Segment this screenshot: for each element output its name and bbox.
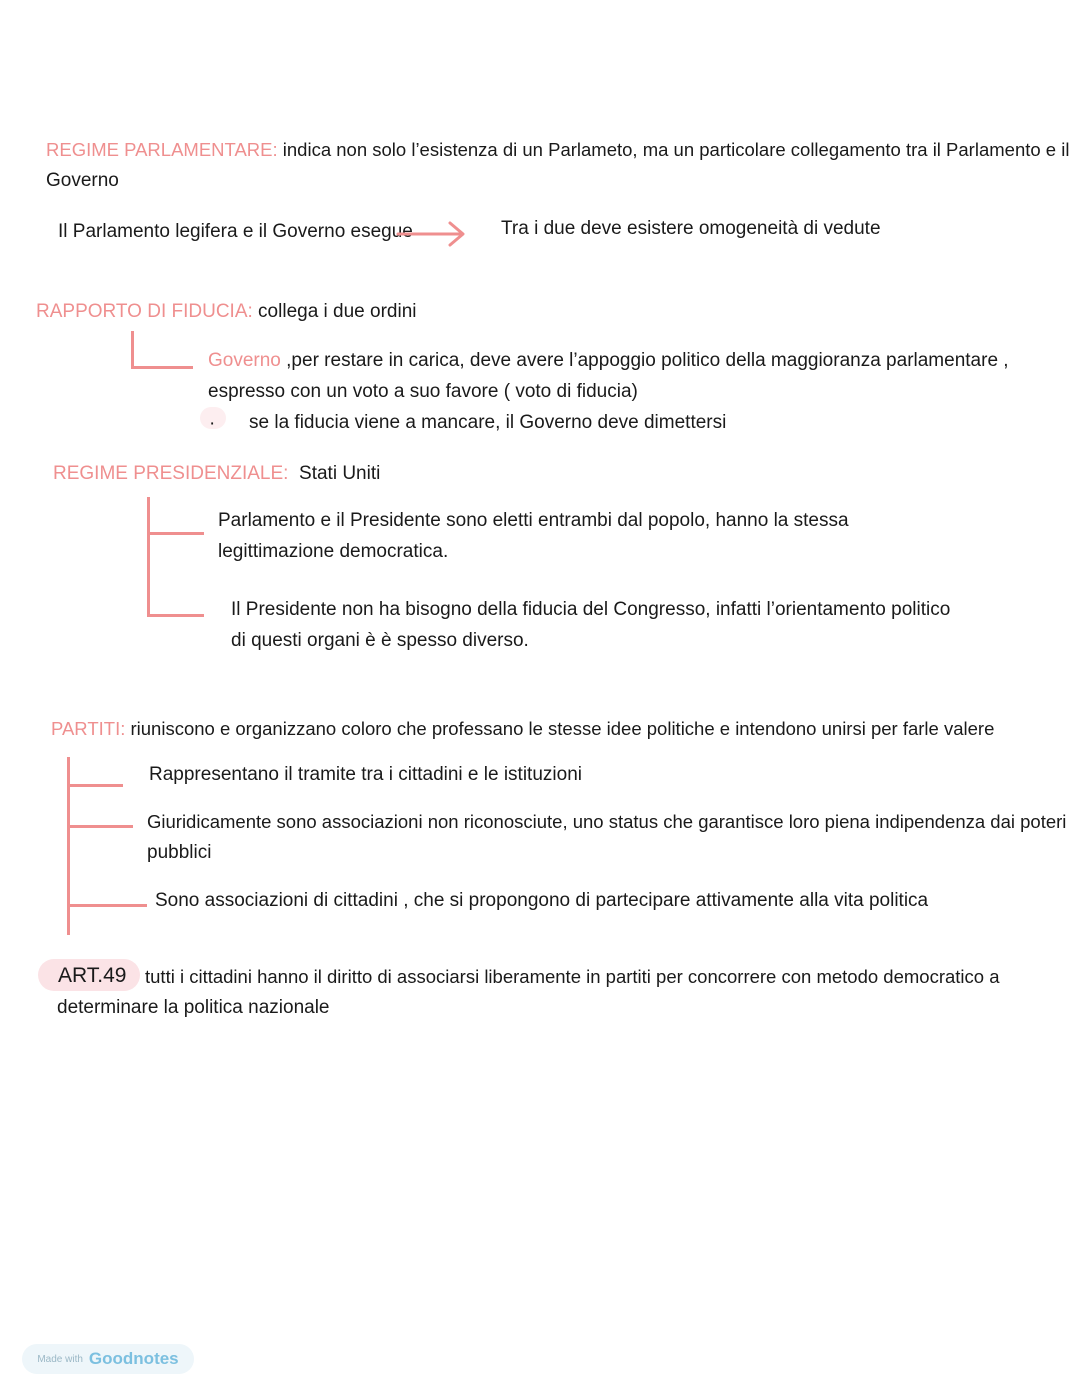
partiti-item1: Rappresentano il tramite tra i cittadini e le istituzioni (149, 764, 582, 785)
arrow-right-icon (396, 220, 468, 248)
partiti-title: PARTITI: (51, 718, 126, 739)
omogeneita-text: Tra i due deve esistere omogeneità di vedute (501, 218, 881, 239)
art49-line1: tutti i cittadini hanno il diritto di associarsi liberamente in partiti per concorrere con metodo democratico a (145, 966, 1000, 987)
presidenziale-item2-line1: Il Presidente non ha bisogno della fiducia del Congresso, infatti l’orientamento politico (231, 599, 951, 620)
presidenziale-item2-line2: di questi organi è è spesso diverso. (231, 630, 529, 651)
partiti-text: riuniscono e organizzano coloro che professano le stesse idee politiche e intendono unirsi per farle valere (125, 718, 995, 739)
connector-vertical (131, 331, 134, 369)
art49-line2: determinare la politica nazionale (57, 997, 330, 1018)
presidenziale-item1-line2: legittimazione democratica. (218, 541, 449, 562)
regime-parlamentare-line1 (46, 134, 1069, 165)
regime-parlamentare-title: REGIME PARLAMENTARE: (46, 139, 278, 160)
regime-presidenziale-line (53, 458, 380, 489)
rapporto-fiducia-line (36, 296, 417, 327)
governo-rest: ,per restare in carica, deve avere l’appoggio politico della maggioranza parlamentare , (280, 350, 1009, 371)
regime-parlamentare-text: indica non solo l’esistenza di un Parlameto, ma un particolare collegamento tra il Parlamento e il (277, 139, 1070, 160)
fiducia-bullet-text: se la fiducia viene a mancare, il Governo deve dimettersi (249, 412, 727, 433)
presidenziale-branch-2 (147, 614, 204, 617)
partiti-branch-1 (67, 784, 123, 787)
rapporto-fiducia-text: collega i due ordini (252, 301, 417, 322)
presidenziale-item1-line1: Parlamento e il Presidente sono eletti entrambi dal popolo, hanno la stessa (218, 510, 849, 531)
parlamento-governo-text: Il Parlamento legifera e il Governo esegue (58, 221, 413, 242)
partiti-item2-line2: pubblici (147, 842, 212, 863)
art49-label: ART.49 (58, 964, 127, 987)
regime-parlamentare-line2: Governo (46, 170, 119, 191)
goodnotes-badge (22, 1344, 194, 1374)
bullet-dot: · (209, 413, 216, 434)
presidenziale-vertical (147, 497, 150, 617)
governo-line1 (208, 345, 1009, 376)
partiti-branch-2 (67, 825, 133, 828)
partiti-branch-3 (67, 904, 147, 907)
partiti-line (51, 713, 994, 744)
partiti-item3: Sono associazioni di cittadini , che si propongono di partecipare attivamente alla vita politica (155, 890, 929, 911)
connector-horizontal (131, 366, 193, 369)
regime-presidenziale-text: Stati Uniti (299, 463, 381, 484)
governo-line2: espresso con un voto a suo favore ( voto di fiducia) (208, 381, 638, 402)
regime-presidenziale-title: REGIME PRESIDENZIALE: (53, 463, 289, 484)
governo-word: Governo (208, 350, 281, 371)
rapporto-fiducia-title: RAPPORTO DI FIDUCIA: (36, 301, 253, 322)
partiti-item2-line1: Giuridicamente sono associazioni non riconosciute, uno status che garantisce loro piena indipendenza dai poteri (147, 811, 1067, 832)
presidenziale-branch-1 (147, 532, 204, 535)
made-with-label: Made with (37, 1353, 83, 1365)
goodnotes-brand: Goodnotes (88, 1349, 179, 1368)
